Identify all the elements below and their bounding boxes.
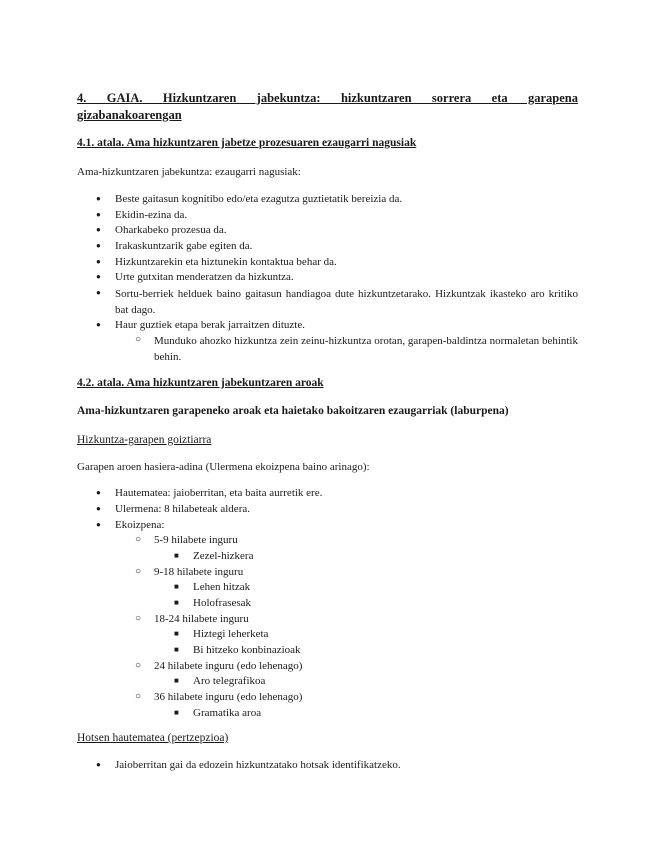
stage-detail: ■ Aro telegrafikoa bbox=[174, 675, 266, 687]
bullet-icon: ● bbox=[96, 210, 101, 219]
perception-heading: Hotsen hautematea (pertzepzioa) bbox=[77, 732, 229, 744]
stage-item: ○ 24 hilabete inguru (edo lehenago) bbox=[135, 660, 303, 672]
list-item: ● Hizkuntzarekin eta hiztunekin kontaktua behar da. bbox=[96, 256, 337, 268]
list-item: ● Urte gutxitan menderatzen da hizkuntza. bbox=[96, 271, 294, 283]
section-4-2-intro: Garapen aroen hasiera-adina (Ulermena ekoizpena baino arinago): bbox=[77, 461, 370, 473]
stage-item: ○ 18-24 hilabete inguru bbox=[135, 613, 249, 625]
circle-bullet-icon: ○ bbox=[135, 613, 142, 624]
stage-item: ○ 9-18 hilabete inguru bbox=[135, 566, 244, 578]
bullet-icon: ● bbox=[96, 520, 101, 529]
circle-bullet-icon: ○ bbox=[135, 660, 142, 671]
chapter-title bbox=[77, 90, 578, 124]
section-4-2-heading: 4.2. atala. Ama hizkuntzaren jabekuntzaren aroak bbox=[77, 377, 324, 389]
bullet-icon: ● bbox=[96, 257, 101, 266]
list-item: ● Sortu-berriek helduek baino gaitasun handiagoa dute hizkuntzetarako. Hizkuntzak ikasteko aro kritiko bat dago. bbox=[96, 288, 578, 316]
bullet-icon: ● bbox=[96, 225, 101, 234]
stage-detail: ■ Zezel-hizkera bbox=[174, 550, 254, 562]
square-bullet-icon: ■ bbox=[174, 645, 179, 654]
bullet-icon: ● bbox=[96, 504, 101, 513]
list-item: ● Beste gaitasun kognitibo edo/eta ezagutza guztietatik bereizia da. bbox=[96, 193, 403, 205]
square-bullet-icon: ■ bbox=[174, 629, 179, 638]
circle-bullet-icon: ○ bbox=[135, 691, 142, 702]
circle-bullet-icon: ○ bbox=[135, 334, 142, 345]
bullet-icon: ● bbox=[96, 194, 101, 203]
chapter-title-line-2: gizabanakoarengan bbox=[77, 108, 182, 122]
list-item: ● Ulermena: 8 hilabeteak aldera. bbox=[96, 503, 250, 515]
circle-bullet-icon: ○ bbox=[135, 566, 142, 577]
bullet-icon: ● bbox=[96, 760, 101, 769]
section-4-2-subheading: Ama-hizkuntzaren garapeneko aroak eta haietako bakoitzaren ezaugarriak (laburpena) bbox=[77, 405, 509, 417]
chapter-title-line-1: 4. GAIA. Hizkuntzaren jabekuntza: hizkuntzaren sorrera eta garapena bbox=[77, 91, 578, 105]
bullet-icon: ● bbox=[96, 241, 101, 250]
list-item: ● Jaioberritan gai da edozein hizkuntzatako hotsak identifikatzeko. bbox=[96, 759, 401, 771]
circle-bullet-icon: ○ bbox=[135, 534, 142, 545]
stage-detail: ■ Hiztegi leherketa bbox=[174, 628, 269, 640]
square-bullet-icon: ■ bbox=[174, 582, 179, 591]
stage-item: ○ 36 hilabete inguru (edo lehenago) bbox=[135, 691, 303, 703]
list-item: ● Haur guztiek etapa berak jarraitzen dituzte. bbox=[96, 319, 305, 331]
list-item: ● Ekoizpena: bbox=[96, 519, 165, 531]
stage-item: ○ 5-9 hilabete inguru bbox=[135, 534, 238, 546]
bullet-icon: ● bbox=[96, 320, 101, 329]
section-4-1-heading: 4.1. atala. Ama hizkuntzaren jabetze prozesuaren ezaugarri nagusiak bbox=[77, 137, 417, 149]
early-development-heading: Hizkuntza-garapen goiztiarra bbox=[77, 434, 212, 446]
list-item: ● Hautematea: jaioberritan, eta baita aurretik ere. bbox=[96, 487, 323, 499]
square-bullet-icon: ■ bbox=[174, 676, 179, 685]
square-bullet-icon: ■ bbox=[174, 708, 179, 717]
list-item: ● Ekidin-ezina da. bbox=[96, 209, 188, 221]
square-bullet-icon: ■ bbox=[174, 551, 179, 560]
list-item: ● Irakaskuntzarik gabe egiten da. bbox=[96, 240, 253, 252]
stage-detail: ■ Lehen hitzak bbox=[174, 581, 251, 593]
square-bullet-icon: ■ bbox=[174, 598, 179, 607]
stage-detail: ■ Holofrasesak bbox=[174, 597, 252, 609]
bullet-icon: ● bbox=[96, 488, 101, 497]
bullet-icon: ● bbox=[96, 272, 101, 281]
section-4-1-intro: Ama-hizkuntzaren jabekuntza: ezaugarri nagusiak: bbox=[77, 166, 301, 178]
list-item: ○ Munduko ahozko hizkuntza zein zeinu-hizkuntza orotan, garapen-baldintza normaletan behintik behin. bbox=[135, 334, 578, 363]
list-item: ● Oharkabeko prozesua da. bbox=[96, 224, 227, 236]
bullet-icon: ● bbox=[96, 288, 101, 297]
stage-detail: ■ Gramatika aroa bbox=[174, 707, 262, 719]
stage-detail: ■ Bi hitzeko konbinazioak bbox=[174, 644, 301, 656]
